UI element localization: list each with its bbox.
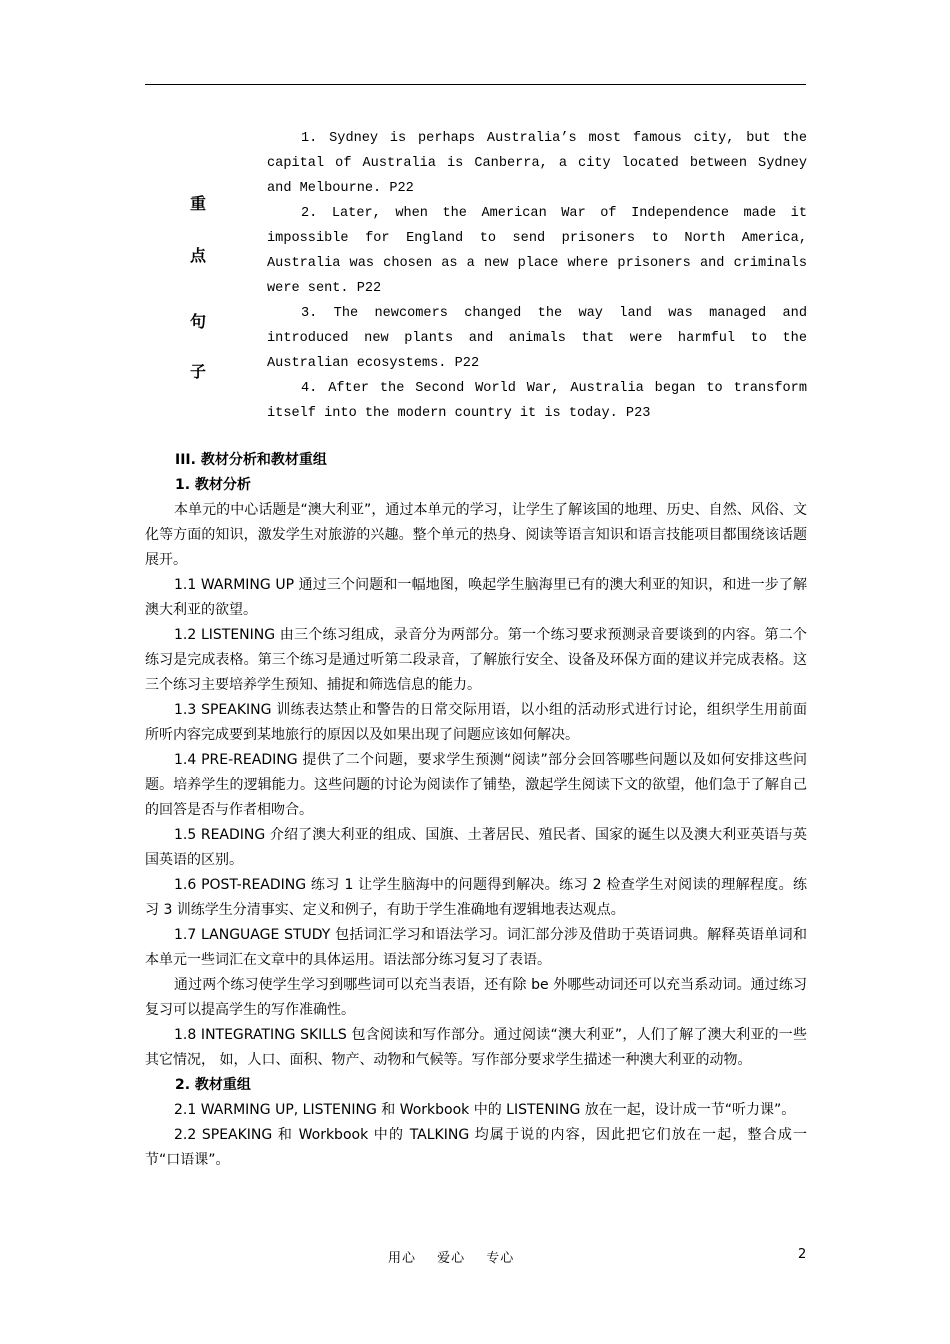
subsection-heading: 1. 教材分析 <box>175 477 251 493</box>
paragraph: 1.3 SPEAKING 训练表达禁止和警告的日常交际用语，以小组的活动形式进行讨论，组织学生用前面所听内容完成要到某地旅行的原因以及如果出现了问题应该如何解决。 <box>145 702 807 743</box>
paragraph: 1.4 PRE-READING 提供了二个问题，要求学生预测“阅读”部分会回答哪些问题以及如何安排这些问题。培养学生的逻辑能力。这些问题的讨论为阅读作了铺垫，激起学生阅读下文的欲望，他们急于了解自己的回答是否与作者相吻合。 <box>145 752 807 818</box>
section-heading: III. 教材分析和教材重组 <box>175 452 327 468</box>
paragraph: 1.1 WARMING UP 通过三个问题和一幅地图，唤起学生脑海里已有的澳大利亚的知识，和进一步了解澳大利亚的欲望。 <box>145 577 807 618</box>
paragraph: 1.2 LISTENING 由三个练习组成，录音分为两部分。第一个练习要求预测录音要谈到的内容。第二个练习是完成表格。第三个练习是通过听第二段录音，了解旅行安全、设备及环保方面的建议并完成表格。这三个练习主要培养学生预知、捕捉和筛选信息的能力。 <box>145 627 807 693</box>
key-sentence: 4. After the Second World War, Australia began to transform itself into the modern country it is today. P23 <box>267 381 807 421</box>
paragraph: 1.6 POST-READING 练习 1 让学生脑海中的问题得到解决。练习 2 检查学生对阅读的理解程度。练习 3 训练学生分清事实、定义和例子，有助于学生准确地有逻辑地表达观点。 <box>145 877 807 918</box>
page-number: 2 <box>798 1247 807 1262</box>
key-sentence: 3. The newcomers changed the way land was managed and introduced new plants and animals that were harmful to the Australian ecosystems. P22 <box>267 306 807 371</box>
key-sentence: 2. Later, when the American War of Independence made it impossible for England to send prisoners to North America, Australia was chosen as a new place where prisoners and criminals were sent. P22 <box>267 206 807 296</box>
key-sentence: 1. Sydney is perhaps Australia’s most famous city, but the capital of Australia is Canberra, a city located between Sydney and Melbourne. P22 <box>267 131 807 196</box>
footer-motto: 用心 爱心 专心 <box>388 1251 515 1266</box>
paragraph: 1.7 LANGUAGE STUDY 包括词汇学习和语法学习。词汇部分涉及借助于英语词典。解释英语单词和本单元一些词汇在文章中的具体运用。语法部分练习复习了表语。 <box>145 927 807 968</box>
label-char: 子 <box>189 362 206 381</box>
paragraph: 2.1 WARMING UP, LISTENING 和 Workbook 中的 LISTENING 放在一起，设计成一节“听力课”。 <box>174 1102 796 1118</box>
label-char: 点 <box>189 246 206 265</box>
label-char: 句 <box>189 312 206 331</box>
subsection-heading: 2. 教材重组 <box>175 1077 251 1093</box>
paragraph: 1.5 READING 介绍了澳大利亚的组成、国旗、土著居民、殖民者、国家的诞生以及澳大利亚英语与英国英语的区别。 <box>145 827 807 868</box>
paragraph: 2.2 SPEAKING 和 Workbook 中的 TALKING 均属于说的内容，因此把它们放在一起，整合成一节“口语课”。 <box>145 1127 807 1168</box>
key-sentences-list <box>267 126 807 426</box>
section-textbook-analysis <box>145 448 807 1173</box>
paragraph: 通过两个练习使学生学习到哪些词可以充当表语，还有除 be 外哪些动词还可以充当系动词。通过练习复习可以提高学生的写作准确性。 <box>145 977 807 1018</box>
label-char: 重 <box>189 194 206 213</box>
paragraph: 1.8 INTEGRATING SKILLS 包含阅读和写作部分。通过阅读“澳大利亚”，人们了解了澳大利亚的一些其它情况， 如，人口、面积、物产、动物和气候等。写作部分要求学生描述一种澳大利亚的动物。 <box>145 1027 807 1068</box>
paragraph: 本单元的中心话题是“澳大利亚”，通过本单元的学习，让学生了解该国的地理、历史、自然、风俗、文化等方面的知识，激发学生对旅游的兴趣。整个单元的热身、阅读等语言知识和语言技能项目都围绕该话题展开。 <box>145 502 807 568</box>
header-rule <box>145 84 806 85</box>
